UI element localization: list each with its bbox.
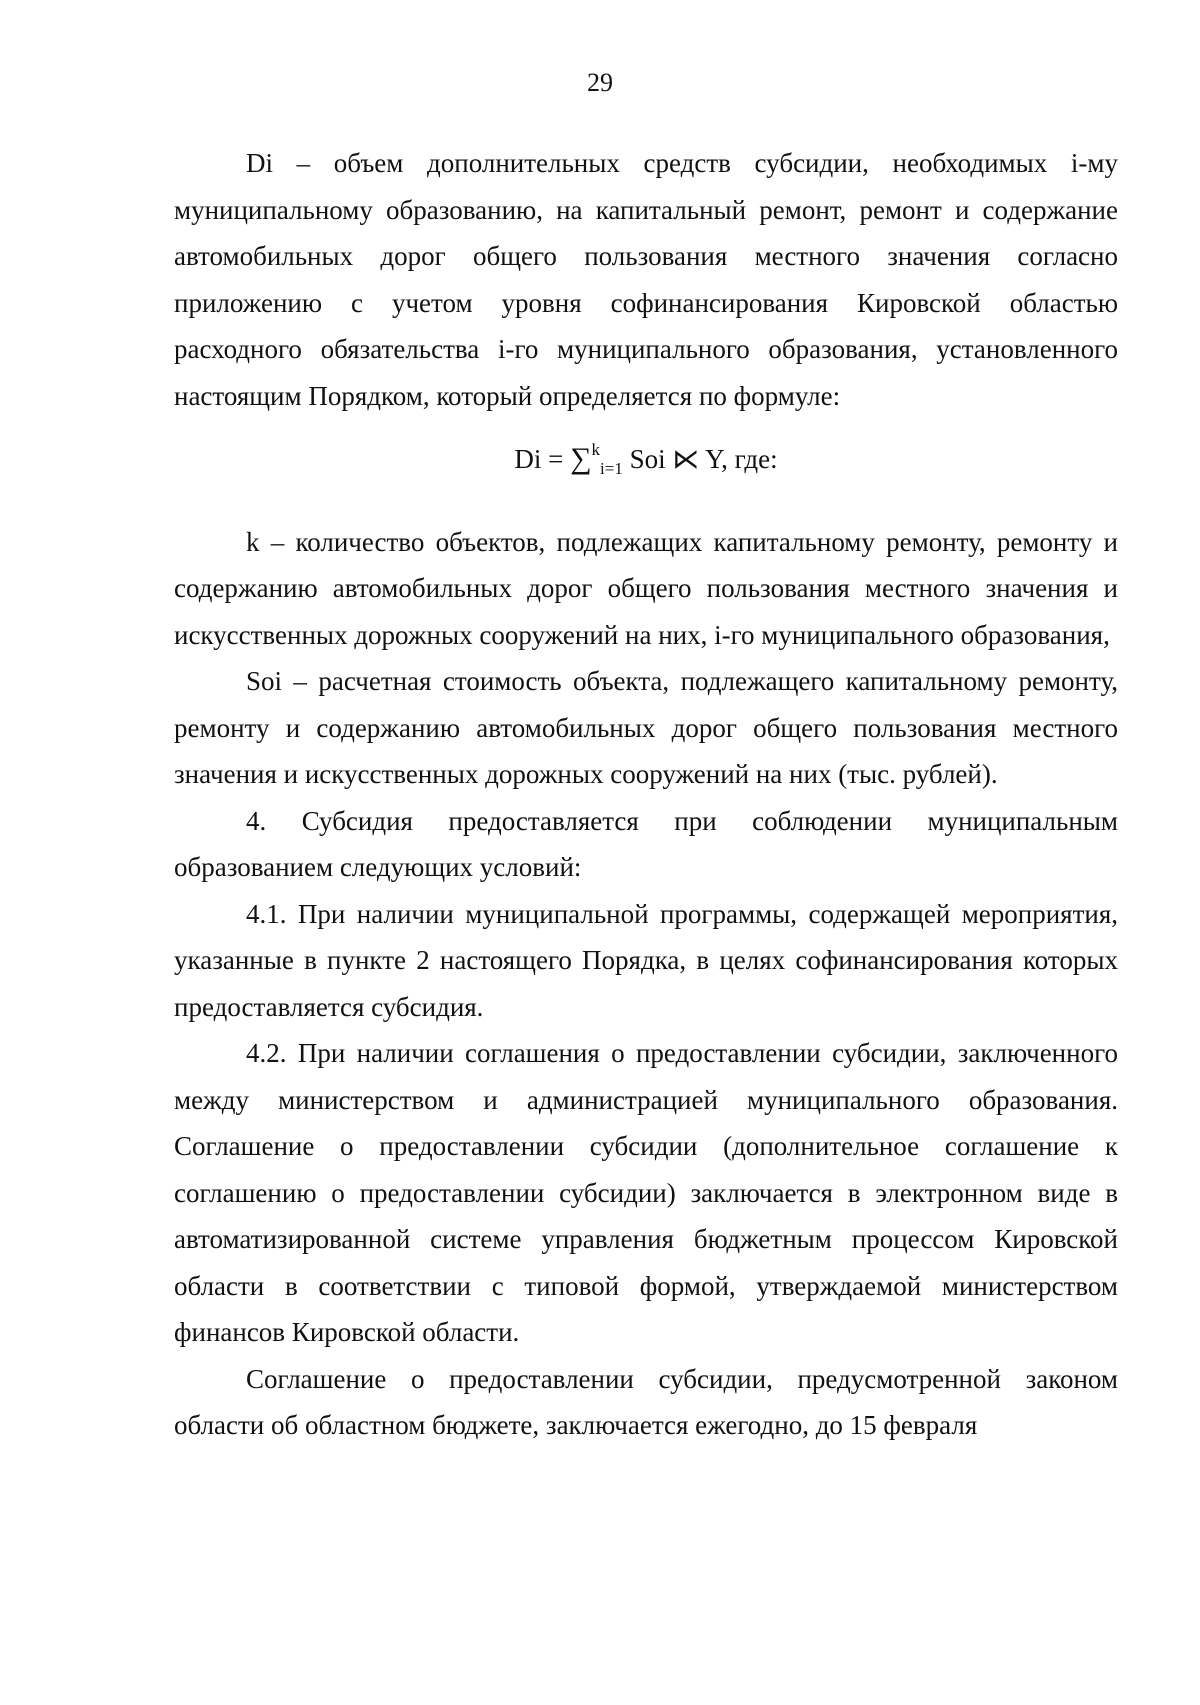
formula-di — [174, 436, 1118, 483]
formula-operator: ⋉ — [672, 444, 700, 474]
paragraph-item-4-1: 4.1. При наличии муниципальной программы, содержащей мероприятия, указанные в пункте 2 настоящего Порядка, в целях софинансирования которых предоставляется субсидия. — [174, 898, 1118, 1022]
document-body — [174, 140, 1118, 1449]
formula-term: Soi — [622, 444, 673, 474]
paragraph-item-4-2: 4.2. При наличии соглашения о предоставлении субсидии, заключенного между министерством и администрацией муниципального образования. Соглашение о предоставлении субсидии (дополнительное соглашение к соглашению о предоставлении субсидии) заключается в электронном виде в автоматизированной системе управления бюджетным процессом Кировской области в соответствии с типовой формой, утверждаемой министерством финансов Кировской области. — [174, 1038, 1118, 1347]
sum-symbol: ∑ — [570, 442, 592, 475]
paragraph-item-4: 4. Субсидия предоставляется при соблюдении муниципальным образованием следующих условий: — [174, 805, 1118, 882]
formula-rhs: Y, где: — [699, 444, 778, 474]
page-number: 29 — [587, 68, 613, 97]
formula-lhs: Di = — [514, 444, 571, 474]
sum-upper-limit: k — [591, 440, 601, 459]
paragraph-di-definition: Di – объем дополнительных средств субсидии, необходимых i-му муниципальному образованию, на капитальный ремонт, ремонт и содержание автомобильных дорог общего пользования местного значения согласно приложению с учетом уровня софинансирования Кировской областью расходного обязательства i-го муниципального образования, установленного настоящим Порядком, который определяется по формуле: — [174, 148, 1118, 411]
sum-lower-limit: i=1 — [600, 459, 623, 478]
paragraph-agreement-deadline: Соглашение о предоставлении субсидии, предусмотренной законом области об областном бюджете, заключается ежегодно, до 15 февраля — [174, 1363, 1118, 1440]
paragraph-k-definition: k – количество объектов, подлежащих капитальному ремонту, ремонту и содержанию автомобильных дорог общего пользования местного значения и искусственных дорожных сооружений на них, i-го муниципального образования, — [174, 526, 1118, 650]
paragraph-soi-definition: Soi – расчетная стоимость объекта, подлежащего капитальному ремонту, ремонту и содержанию автомобильных дорог общего пользования местного значения и искусственных дорожных сооружений на них (тыс. рублей). — [174, 666, 1118, 789]
